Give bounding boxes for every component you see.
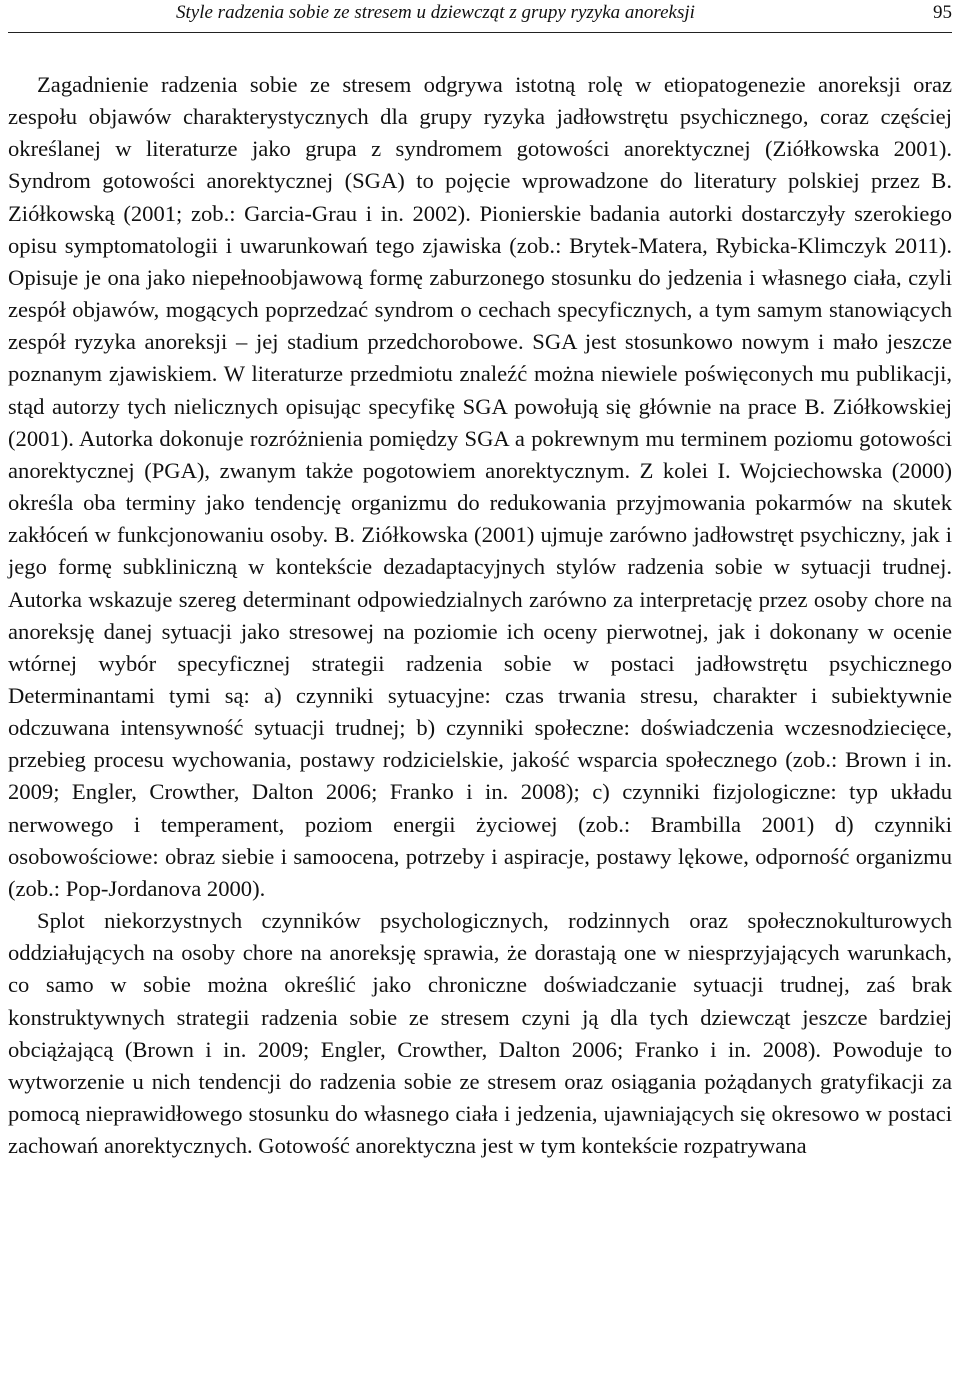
body-text — [8, 69, 952, 1162]
running-header — [8, 2, 952, 33]
paragraph: Splot niekorzystnych czynników psychologicznych, rodzinnych oraz społecznokulturowych oddziałujących na osoby chore na anoreksję sprawia, że dorastają one w niesprzyjających warunkach, co samo w sobie można określić jako chroniczne doświadczanie sytuacji trudnej, zaś brak konstruktywnych strategii radzenia sobie ze stresem czyni ją dla tych dziewcząt jeszcze bardziej obciążającą (Brown i in. 2009; Engler, Crowther, Dalton 2006; Franko i in. 2008). Powoduje to wytworzenie u nich tendencji do radzenia sobie ze stresem oraz osiągania pożądanych gratyfikacji za pomocą nieprawidłowego stosunku do własnego ciała i jedzenia, ujawniających się okresowo w postaci zachowań anorektycznych. Gotowość anorektyczna jest w tym kontekście rozpatrywana — [8, 908, 952, 1159]
page-number: 95 — [933, 2, 952, 23]
document-page — [8, 0, 952, 1162]
paragraph: Zagadnienie radzenia sobie ze stresem odgrywa istotną rolę w etiopatogenezie anoreksji oraz zespołu objawów charakterystycznych dla grupy ryzyka jadłowstrętu psychicznego, coraz częściej określanej w literaturze jako grupa z syndromem gotowości anorektycznej (Ziółkowska 2001). Syndrom gotowości anorektycznej (SGA) to pojęcie wprowadzone do literatury polskiej przez B. Ziółkowską (2001; zob.: Garcia-Grau i in. 2002). Pionierskie badania autorki dostarczyły szerokiego opisu symptomatologii i uwarunkowań tego zjawiska (zob.: Brytek-Matera, Rybicka-Klimczyk 2011). Opisuje je ona jako niepełnoobjawową formę zaburzonego stosunku do jedzenia i własnego ciała, czyli zespół objawów, mogących poprzedzać syndrom o cechach specyficznych, a tym samym stanowiących zespół ryzyka anoreksji – jej stadium przedchorobowe. SGA jest stosunkowo nowym i mało jeszcze poznanym zjawiskiem. W literaturze przedmiotu znaleźć można niewiele poświęconych mu publikacji, stąd autorzy tych nielicznych opisując specyfikę SGA powołują się głównie na prace B. Ziółkowskiej (2001). Autorka dokonuje rozróżnienia pomiędzy SGA a pokrewnym mu terminem poziomu gotowości anorektycznej (PGA), zwanym także pogotowiem anorektycznym. Z kolei I. Wojciechowska (2000) określa oba terminy jako tendencję organizmu do redukowania przyjmowania pokarmów na skutek zakłóceń w funkcjonowaniu osoby. B. Ziółkowska (2001) ujmuje zarówno jadłowstręt psychiczny, jak i jego formę subkliniczną w kontekście dezadaptacyjnych stylów radzenia sobie w sytuacji trudnej. Autorka wskazuje szereg determinant odpowiedzialnych zarówno za interpretację przez osoby chore na anoreksję danej sytuacji jako stresowej na poziomie ich oceny pierwotnej, jak i dokonany w ocenie wtórnej wybór specyficznej strategii radzenia sobie w postaci jadłowstrętu psychicznego Determinantami tymi są: a) czynniki sytuacyjne: czas trwania stresu, charakter i subiektywnie odczuwana intensywność sytuacji trudnej; b) czynniki społeczne: doświadczenia wczesnodziecięce, przebieg procesu wychowania, postawy rodzicielskie, jakość wsparcia społecznego (zob.: Brown i in. 2009; Engler, Crowther, Dalton 2006; Franko i in. 2008); c) czynniki fizjologiczne: typ układu nerwowego i temperament, poziom energii życiowej (zob.: Brambilla 2001) d) czynniki osobowościowe: obraz siebie i samoocena, potrzeby i aspiracje, postawy lękowe, odporność organizmu (zob.: Pop-Jordanova 2000). — [8, 72, 952, 901]
running-title: Style radzenia sobie ze stresem u dziewcząt z grupy ryzyka anoreksji — [176, 2, 695, 23]
